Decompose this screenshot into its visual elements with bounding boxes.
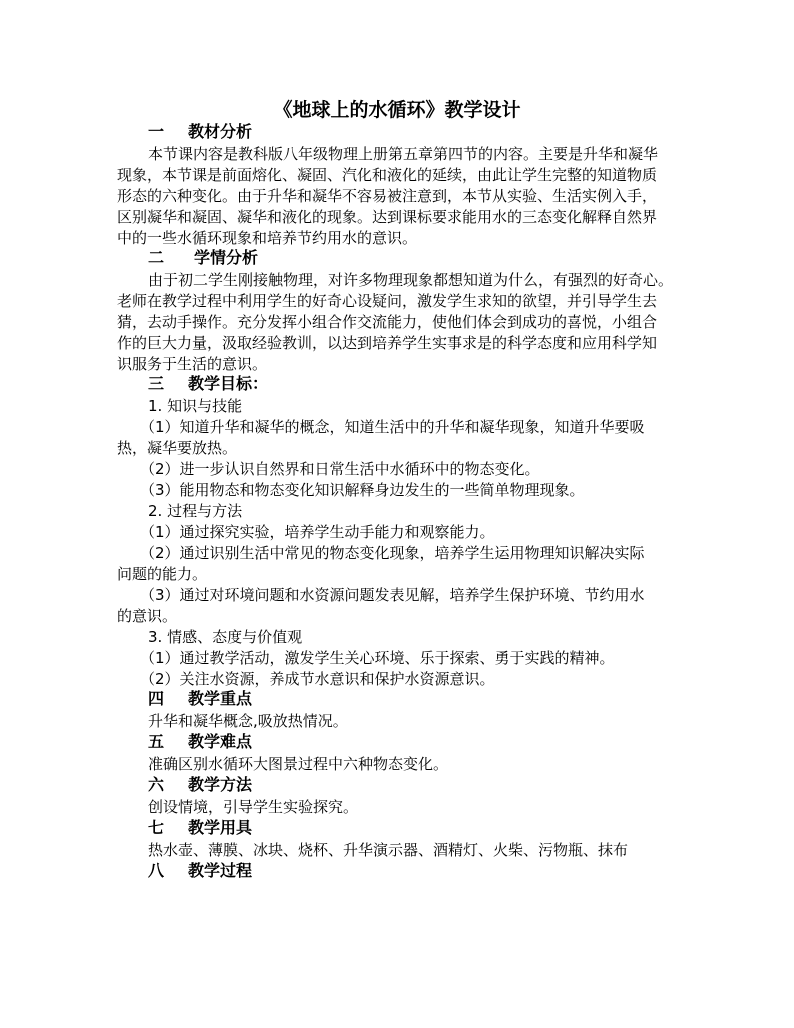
subheading-line: 1. 知识与技能 — [148, 397, 243, 415]
section-number: 七 — [148, 818, 165, 837]
paragraph-line: 形态的六种变化。由于升华和凝华不容易被注意到，本节从实验、生活实例入手， — [117, 187, 658, 205]
section-title: 学情分析 — [194, 248, 259, 267]
subheading-line: 3. 情感、态度与价值观 — [148, 628, 303, 646]
section-heading-4 — [148, 689, 252, 709]
paragraph-line: 创设情境，引导学生实验探究。 — [148, 798, 359, 816]
paragraph-line: 准确区别水循环大图景过程中六种物态变化。 — [148, 755, 449, 773]
paragraph-line: （3）通过对环境问题和水资源问题发表见解，培养学生保护环境、节约用水 — [140, 586, 645, 604]
paragraph-line: 升华和凝华概念,吸放热情况。 — [148, 712, 348, 730]
section-heading-6 — [148, 775, 252, 795]
paragraph-line: 现象，本节课是前面熔化、凝固、汽化和液化的延续，由此让学生完整的知道物质 — [117, 166, 658, 184]
paragraph-line: （2）关注水资源，养成节水意识和保护水资源意识。 — [140, 670, 495, 688]
paragraph-line: 热，凝华要放热。 — [117, 439, 238, 457]
section-heading-7 — [148, 818, 252, 838]
paragraph-line: 猜，去动手操作。充分发挥小组合作交流能力，使他们体会到成功的喜悦，小组合 — [117, 313, 658, 331]
section-title: 教学过程 — [188, 861, 253, 880]
paragraph-line: （1）通过教学活动，激发学生关心环境、乐于探索、勇于实践的精神。 — [140, 649, 615, 667]
paragraph-line: 区别凝华和凝固、凝华和液化的现象。达到课标要求能用水的三态变化解释自然界 — [117, 208, 658, 226]
paragraph-line: 中的一些水循环现象和培养节约用水的意识。 — [117, 229, 418, 247]
section-title: 教学重点 — [188, 689, 253, 708]
paragraph-line: 本节课内容是教科版八年级物理上册第五章第四节的内容。主要是升华和凝华 — [148, 145, 659, 163]
paragraph-line: （1）通过探究实验，培养学生动手能力和观察能力。 — [140, 523, 495, 541]
section-title: 教学难点 — [188, 732, 253, 751]
section-title: 教学方法 — [188, 775, 253, 794]
subheading-line: 2. 过程与方法 — [148, 502, 243, 520]
section-number: 四 — [148, 689, 165, 708]
paragraph-line: （2）通过识别生活中常见的物态变化现象，培养学生运用物理知识解决实际 — [140, 544, 645, 562]
paragraph-line: （3）能用物态和物态变化知识解释身边发生的一些简单物理现象。 — [140, 481, 585, 499]
document-title: 《地球上的水循环》教学设计 — [273, 99, 521, 121]
section-number: 二 — [148, 248, 165, 267]
paragraph-line: （2）进一步认识自然界和日常生活中水循环中的物态变化。 — [140, 460, 540, 478]
section-heading-3 — [148, 374, 268, 394]
paragraph-line: 老师在教学过程中利用学生的好奇心设疑问，激发学生求知的欲望，并引导学生去 — [117, 292, 658, 310]
section-number: 八 — [148, 861, 165, 880]
section-number: 三 — [148, 374, 165, 393]
paragraph-line: 作的巨大力量，汲取经验教训，以达到培养学生实事求是的科学态度和应用科学知 — [117, 334, 658, 352]
section-number: 六 — [148, 775, 165, 794]
paragraph-line: （1）知道升华和凝华的概念，知道生活中的升华和凝华现象，知道升华要吸 — [140, 418, 645, 436]
paragraph-line: 热水壶、薄膜、冰块、烧杯、升华演示器、酒精灯、火柴、污物瓶、抹布 — [148, 841, 629, 859]
section-number: 一 — [148, 122, 165, 141]
section-heading-8 — [148, 861, 252, 881]
section-number: 五 — [148, 732, 165, 751]
paragraph-line: 的意识。 — [117, 607, 178, 625]
section-title: 教材分析 — [188, 122, 253, 141]
section-title: 教学目标： — [188, 374, 269, 393]
section-heading-1 — [148, 122, 252, 142]
paragraph-line: 问题的能力。 — [117, 565, 208, 583]
section-title: 教学用具 — [188, 818, 253, 837]
paragraph-line: 由于初二学生刚接触物理，对许多物理现象都想知道为什么，有强烈的好奇心。 — [148, 271, 674, 289]
section-heading-2 — [148, 248, 258, 268]
section-heading-5 — [148, 732, 252, 752]
paragraph-line: 识服务于生活的意识。 — [117, 355, 268, 373]
